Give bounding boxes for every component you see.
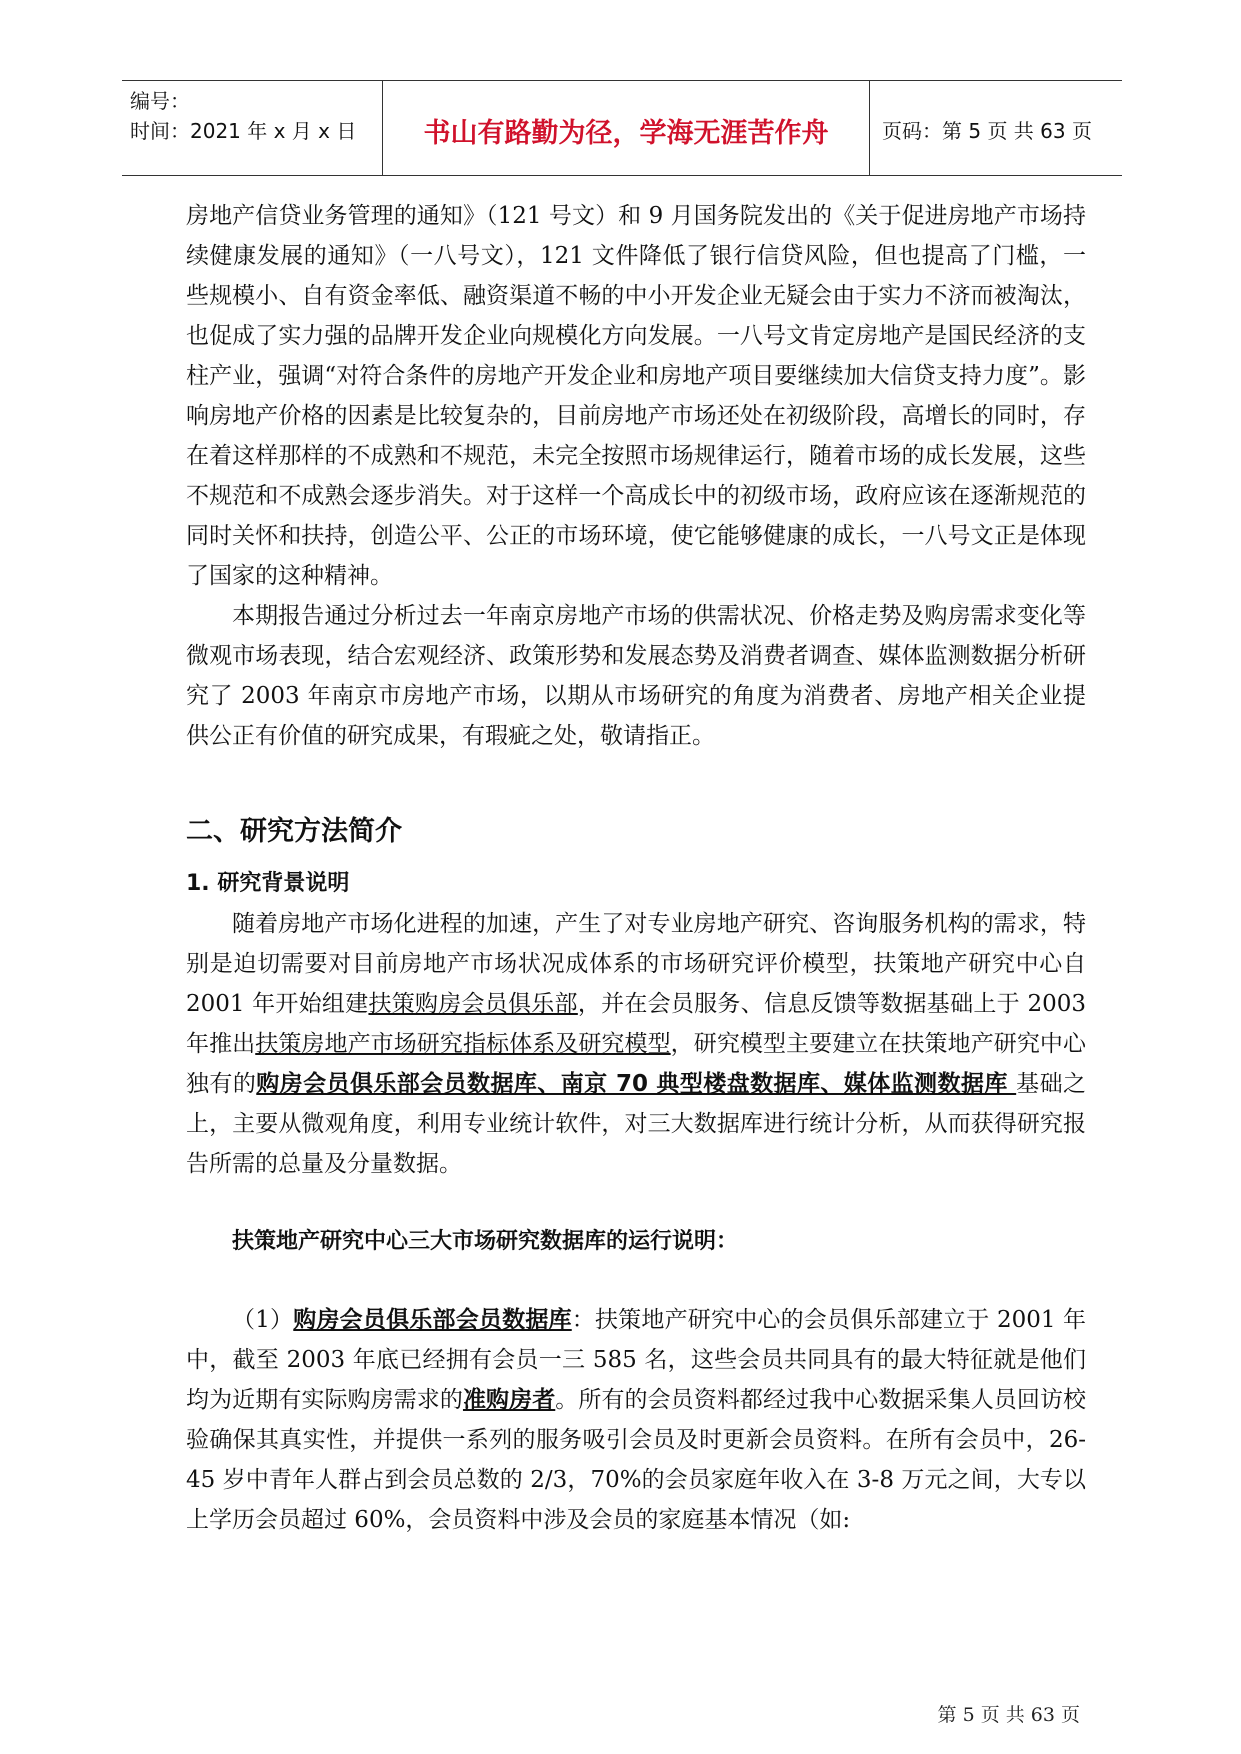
paragraph-policy: 房地产信贷业务管理的通知》（121 号文）和 9 月国务院发出的《关于促进房地产市场持续健康发展的通知》（一八号文），121 文件降低了银行信贷风险，但也提高了门槛，一些规模小、自有资金率低、融资渠道不畅的中小开发企业无疑会由于实力不济而被淘汰，也促成了实力强的品牌开发企业向规模化方向发展。一八号文肯定房地产是国民经济的支柱产业，强调“对符合条件的房地产开发企业和房地产项目要继续加大信贷支持力度”。影响房地产价格的因素是比较复杂的，目前房地产市场还处在初级阶段，高增长的同时，存在着这样那样的不成熟和不规范，未完全按照市场规律运行，随着市场的成长发展，这些不规范和不成熟会逐步消失。对于这样一个高成长中的初级市场，政府应该在逐渐规范的同时关怀和扶持，创造公平、公正的市场环境，使它能够健康的成长，一八号文正是体现了国家的这种精神。 [186, 203, 1086, 589]
text-run: （1） [232, 1307, 294, 1333]
databases-heading: 扶策地产研究中心三大市场研究数据库的运行说明： [232, 1229, 739, 1254]
paragraph-research-background [186, 904, 1086, 1184]
header-page-info: 页码：第 5 页 共 63 页 [882, 119, 1092, 143]
section-title: 二、研究方法简介 [186, 816, 402, 847]
member-database-emphasis: 购房会员俱乐部会员数据库 [293, 1307, 572, 1333]
header-motto: 书山有路勤为径，学海无涯苦作舟 [423, 118, 829, 149]
text-run: ，并在会员服务、信息反馈等数据基础上于 2003 年推出 [186, 991, 1086, 1057]
subsection-title: 1. 研究背景说明 [186, 871, 350, 896]
model-link-text: 扶策房地产市场研究指标体系及研究模型 [255, 1031, 671, 1057]
document-number-label: 编号： [130, 89, 190, 113]
paragraph-member-database [186, 1300, 1086, 1540]
document-body [186, 196, 1086, 1540]
databases-emphasis: 购房会员俱乐部会员数据库、南京 70 典型楼盘数据库、媒体监测数据库 [256, 1071, 1017, 1097]
page-header [122, 80, 1122, 176]
text-run: 。所有的会员资料都经过我中心数据采集人员回访校验确保其真实性，并提供一系列的服务吸引会员及时更新会员资料。在所有会员中，26-45 岁中青年人群占到会员总数的 2/3，70%的会员家庭年收入在 3-8 万元之间，大专以上学历会员超过 60%，会员资料中涉及会员的家庭基本情况（如: [186, 1387, 1087, 1533]
header-page-cell [870, 81, 1122, 175]
document-time-label: 时间：2021 年 x 月 x 日 [130, 119, 357, 143]
paragraph-report-intro: 本期报告通过分析过去一年南京房地产市场的供需状况、价格走势及购房需求变化等微观市场表现，结合宏观经济、政策形势和发展态势及消费者调查、媒体监测数据分析研究了 2003 年南京市房地产市场，以期从市场研究的角度为消费者、房地产相关企业提供公正有价值的研究成果，有瑕疵之处，敬请指正。 [186, 603, 1086, 749]
page-footer: 第 5 页 共 63 页 [937, 1704, 1080, 1726]
club-link-text: 扶策购房会员俱乐部 [368, 991, 578, 1017]
text-run: 基础之上，主要从微观角度，利用专业统计软件，对三大数据库进行统计分析，从而获得研究报告所需的总量及分量数据。 [186, 1071, 1087, 1177]
text-run: ，研究模型主要建立在扶策地产研究中心独有的 [186, 1031, 1087, 1097]
header-motto-cell [382, 81, 870, 175]
buyer-emphasis: 准购房者 [462, 1387, 556, 1413]
text-run: 随着房地产市场化进程的加速，产生了对专业房地产研究、咨询服务机构的需求，特别是迫切需要对目前房地产市场状况成体系的市场研究评价模型，扶策地产研究中心自 2001 年开始组建 [186, 911, 1086, 1017]
text-run: ：扶策地产研究中心的会员俱乐部建立于 2001 年中，截至 2003 年底已经拥有会员一三 585 名，这些会员共同具有的最大特征就是他们均为近期有实际购房需求的 [186, 1307, 1087, 1413]
header-meta-cell [122, 81, 382, 175]
